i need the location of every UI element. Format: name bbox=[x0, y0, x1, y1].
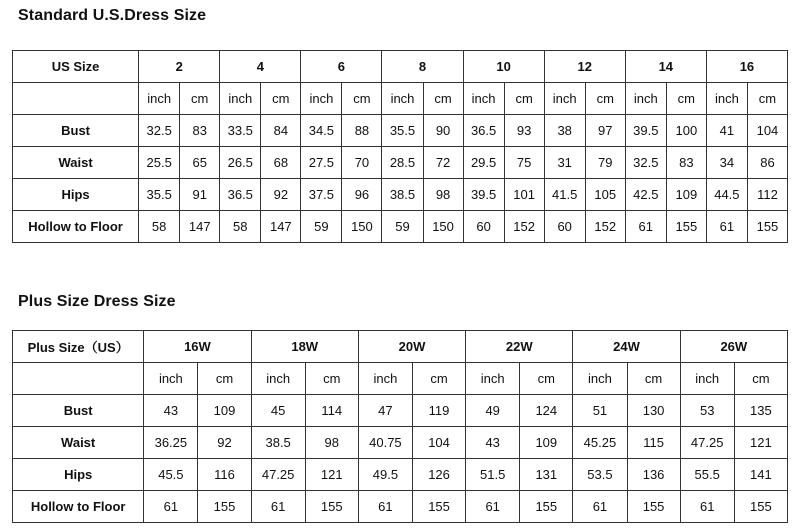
unit-inch-cell: inch bbox=[144, 363, 198, 395]
measurement-cell: 136 bbox=[627, 459, 680, 491]
unit-cm-cell: cm bbox=[198, 363, 251, 395]
measurement-cell: 155 bbox=[520, 491, 573, 523]
size-header-cell: 20W bbox=[358, 331, 465, 363]
measurement-cell: 59 bbox=[382, 211, 423, 243]
unit-inch-cell: inch bbox=[463, 83, 504, 115]
size-header-label: Plus Size（US） bbox=[13, 331, 144, 363]
measurement-cell: 93 bbox=[504, 115, 544, 147]
unit-cm-cell: cm bbox=[504, 83, 544, 115]
size-header-cell: 14 bbox=[625, 51, 706, 83]
size-header-cell: 10 bbox=[463, 51, 544, 83]
measurement-cell: 131 bbox=[520, 459, 573, 491]
measurement-cell: 28.5 bbox=[382, 147, 423, 179]
row-label: Hollow to Floor bbox=[13, 491, 144, 523]
measurement-cell: 43 bbox=[466, 427, 520, 459]
measurement-cell: 83 bbox=[180, 115, 220, 147]
measurement-cell: 61 bbox=[573, 491, 627, 523]
row-label: Waist bbox=[13, 147, 139, 179]
table-row bbox=[13, 179, 788, 211]
measurement-cell: 36.5 bbox=[463, 115, 504, 147]
size-header-cell: 16W bbox=[144, 331, 251, 363]
measurement-cell: 61 bbox=[680, 491, 734, 523]
measurement-cell: 27.5 bbox=[301, 147, 342, 179]
measurement-cell: 41 bbox=[706, 115, 747, 147]
measurement-cell: 25.5 bbox=[139, 147, 180, 179]
measurement-cell: 98 bbox=[305, 427, 358, 459]
unit-inch-cell: inch bbox=[382, 83, 423, 115]
unit-header-blank bbox=[13, 83, 139, 115]
measurement-cell: 96 bbox=[342, 179, 382, 211]
measurement-cell: 147 bbox=[261, 211, 301, 243]
measurement-cell: 155 bbox=[627, 491, 680, 523]
measurement-cell: 155 bbox=[734, 491, 787, 523]
size-header-cell: 16 bbox=[706, 51, 787, 83]
measurement-cell: 45 bbox=[251, 395, 305, 427]
unit-cm-cell: cm bbox=[747, 83, 787, 115]
unit-cm-cell: cm bbox=[585, 83, 625, 115]
measurement-cell: 150 bbox=[342, 211, 382, 243]
measurement-cell: 135 bbox=[734, 395, 787, 427]
measurement-cell: 121 bbox=[734, 427, 787, 459]
unit-cm-cell: cm bbox=[412, 363, 465, 395]
measurement-cell: 116 bbox=[198, 459, 251, 491]
plus-size-title: Plus Size Dress Size bbox=[18, 293, 176, 310]
measurement-cell: 155 bbox=[666, 211, 706, 243]
measurement-cell: 53 bbox=[680, 395, 734, 427]
measurement-cell: 155 bbox=[412, 491, 465, 523]
size-header-label: US Size bbox=[13, 51, 139, 83]
unit-inch-cell: inch bbox=[220, 83, 261, 115]
unit-cm-cell: cm bbox=[520, 363, 573, 395]
measurement-cell: 34.5 bbox=[301, 115, 342, 147]
measurement-cell: 92 bbox=[198, 427, 251, 459]
unit-header-row bbox=[13, 83, 788, 115]
unit-cm-cell: cm bbox=[180, 83, 220, 115]
measurement-cell: 98 bbox=[423, 179, 463, 211]
table-row bbox=[13, 211, 788, 243]
unit-cm-cell: cm bbox=[261, 83, 301, 115]
us-size-title: Standard U.S.Dress Size bbox=[18, 7, 207, 24]
table-row bbox=[13, 459, 788, 491]
measurement-cell: 88 bbox=[342, 115, 382, 147]
measurement-cell: 109 bbox=[666, 179, 706, 211]
unit-cm-cell: cm bbox=[305, 363, 358, 395]
unit-cm-cell: cm bbox=[342, 83, 382, 115]
unit-inch-cell: inch bbox=[573, 363, 627, 395]
measurement-cell: 38.5 bbox=[382, 179, 423, 211]
measurement-cell: 47.25 bbox=[251, 459, 305, 491]
measurement-cell: 31 bbox=[544, 147, 585, 179]
measurement-cell: 126 bbox=[412, 459, 465, 491]
measurement-cell: 101 bbox=[504, 179, 544, 211]
measurement-cell: 60 bbox=[463, 211, 504, 243]
unit-cm-cell: cm bbox=[734, 363, 787, 395]
row-label: Hips bbox=[13, 459, 144, 491]
measurement-cell: 152 bbox=[585, 211, 625, 243]
measurement-cell: 61 bbox=[706, 211, 747, 243]
measurement-cell: 152 bbox=[504, 211, 544, 243]
unit-header-row bbox=[13, 363, 788, 395]
row-label: Hips bbox=[13, 179, 139, 211]
measurement-cell: 49.5 bbox=[358, 459, 412, 491]
size-header-row bbox=[13, 51, 788, 83]
measurement-cell: 38.5 bbox=[251, 427, 305, 459]
measurement-cell: 141 bbox=[734, 459, 787, 491]
measurement-cell: 121 bbox=[305, 459, 358, 491]
measurement-cell: 29.5 bbox=[463, 147, 504, 179]
size-header-cell: 8 bbox=[382, 51, 463, 83]
measurement-cell: 155 bbox=[198, 491, 251, 523]
size-header-cell: 26W bbox=[680, 331, 787, 363]
measurement-cell: 155 bbox=[747, 211, 787, 243]
row-label: Hollow to Floor bbox=[13, 211, 139, 243]
measurement-cell: 40.75 bbox=[358, 427, 412, 459]
measurement-cell: 59 bbox=[301, 211, 342, 243]
measurement-cell: 61 bbox=[251, 491, 305, 523]
unit-cm-cell: cm bbox=[666, 83, 706, 115]
measurement-cell: 49 bbox=[466, 395, 520, 427]
measurement-cell: 36.5 bbox=[220, 179, 261, 211]
measurement-cell: 109 bbox=[198, 395, 251, 427]
measurement-cell: 90 bbox=[423, 115, 463, 147]
measurement-cell: 100 bbox=[666, 115, 706, 147]
row-label: Waist bbox=[13, 427, 144, 459]
unit-inch-cell: inch bbox=[625, 83, 666, 115]
measurement-cell: 130 bbox=[627, 395, 680, 427]
measurement-cell: 115 bbox=[627, 427, 680, 459]
unit-inch-cell: inch bbox=[358, 363, 412, 395]
measurement-cell: 26.5 bbox=[220, 147, 261, 179]
unit-inch-cell: inch bbox=[466, 363, 520, 395]
measurement-cell: 47 bbox=[358, 395, 412, 427]
measurement-cell: 112 bbox=[747, 179, 787, 211]
measurement-cell: 105 bbox=[585, 179, 625, 211]
unit-inch-cell: inch bbox=[301, 83, 342, 115]
plus-size-table bbox=[12, 330, 788, 523]
measurement-cell: 75 bbox=[504, 147, 544, 179]
size-header-cell: 18W bbox=[251, 331, 358, 363]
measurement-cell: 147 bbox=[180, 211, 220, 243]
row-label: Bust bbox=[13, 115, 139, 147]
measurement-cell: 92 bbox=[261, 179, 301, 211]
measurement-cell: 37.5 bbox=[301, 179, 342, 211]
row-label: Bust bbox=[13, 395, 144, 427]
unit-cm-cell: cm bbox=[627, 363, 680, 395]
measurement-cell: 104 bbox=[412, 427, 465, 459]
measurement-cell: 39.5 bbox=[463, 179, 504, 211]
measurement-cell: 51 bbox=[573, 395, 627, 427]
measurement-cell: 61 bbox=[625, 211, 666, 243]
measurement-cell: 53.5 bbox=[573, 459, 627, 491]
measurement-cell: 61 bbox=[144, 491, 198, 523]
measurement-cell: 35.5 bbox=[139, 179, 180, 211]
unit-inch-cell: inch bbox=[706, 83, 747, 115]
unit-cm-cell: cm bbox=[423, 83, 463, 115]
us-size-table bbox=[12, 50, 788, 243]
measurement-cell: 32.5 bbox=[139, 115, 180, 147]
measurement-cell: 32.5 bbox=[625, 147, 666, 179]
unit-inch-cell: inch bbox=[139, 83, 180, 115]
size-header-cell: 24W bbox=[573, 331, 680, 363]
unit-header-blank bbox=[13, 363, 144, 395]
unit-inch-cell: inch bbox=[680, 363, 734, 395]
measurement-cell: 65 bbox=[180, 147, 220, 179]
measurement-cell: 58 bbox=[220, 211, 261, 243]
table-row bbox=[13, 491, 788, 523]
measurement-cell: 72 bbox=[423, 147, 463, 179]
measurement-cell: 44.5 bbox=[706, 179, 747, 211]
measurement-cell: 60 bbox=[544, 211, 585, 243]
measurement-cell: 124 bbox=[520, 395, 573, 427]
measurement-cell: 45.25 bbox=[573, 427, 627, 459]
measurement-cell: 38 bbox=[544, 115, 585, 147]
measurement-cell: 34 bbox=[706, 147, 747, 179]
size-header-cell: 2 bbox=[139, 51, 220, 83]
measurement-cell: 36.25 bbox=[144, 427, 198, 459]
measurement-cell: 68 bbox=[261, 147, 301, 179]
measurement-cell: 83 bbox=[666, 147, 706, 179]
measurement-cell: 79 bbox=[585, 147, 625, 179]
measurement-cell: 119 bbox=[412, 395, 465, 427]
measurement-cell: 39.5 bbox=[625, 115, 666, 147]
table-row bbox=[13, 115, 788, 147]
size-header-row bbox=[13, 331, 788, 363]
measurement-cell: 42.5 bbox=[625, 179, 666, 211]
measurement-cell: 150 bbox=[423, 211, 463, 243]
measurement-cell: 86 bbox=[747, 147, 787, 179]
measurement-cell: 43 bbox=[144, 395, 198, 427]
measurement-cell: 155 bbox=[305, 491, 358, 523]
table-row bbox=[13, 427, 788, 459]
measurement-cell: 55.5 bbox=[680, 459, 734, 491]
unit-inch-cell: inch bbox=[251, 363, 305, 395]
size-header-cell: 4 bbox=[220, 51, 301, 83]
measurement-cell: 58 bbox=[139, 211, 180, 243]
measurement-cell: 114 bbox=[305, 395, 358, 427]
table-row bbox=[13, 147, 788, 179]
measurement-cell: 35.5 bbox=[382, 115, 423, 147]
measurement-cell: 109 bbox=[520, 427, 573, 459]
measurement-cell: 91 bbox=[180, 179, 220, 211]
measurement-cell: 104 bbox=[747, 115, 787, 147]
table-row bbox=[13, 395, 788, 427]
size-header-cell: 12 bbox=[544, 51, 625, 83]
measurement-cell: 61 bbox=[466, 491, 520, 523]
unit-inch-cell: inch bbox=[544, 83, 585, 115]
measurement-cell: 45.5 bbox=[144, 459, 198, 491]
measurement-cell: 33.5 bbox=[220, 115, 261, 147]
measurement-cell: 84 bbox=[261, 115, 301, 147]
measurement-cell: 51.5 bbox=[466, 459, 520, 491]
measurement-cell: 97 bbox=[585, 115, 625, 147]
measurement-cell: 41.5 bbox=[544, 179, 585, 211]
measurement-cell: 61 bbox=[358, 491, 412, 523]
size-header-cell: 22W bbox=[466, 331, 573, 363]
size-header-cell: 6 bbox=[301, 51, 382, 83]
measurement-cell: 70 bbox=[342, 147, 382, 179]
measurement-cell: 47.25 bbox=[680, 427, 734, 459]
